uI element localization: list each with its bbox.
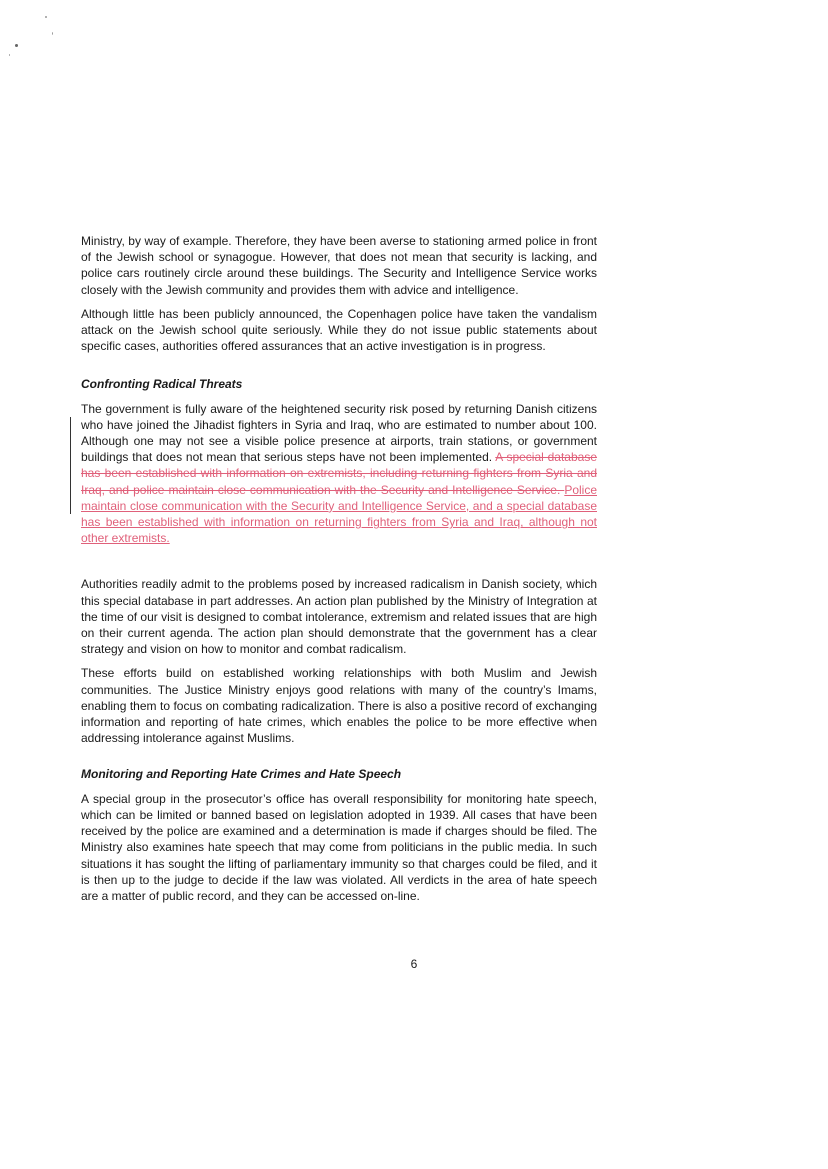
tracked-change-paragraph — [81, 401, 597, 547]
paragraph: These efforts build on established working relationships with both Muslim and Jewish communities. The Justice Ministry enjoys good relations with many of the country’s Imams, enabling them to focus on combating radicalization. There is also a positive record of exchanging information and reporting of hate crimes, which enables the police to be more effective when addressing intolerance against Muslims. — [81, 666, 597, 746]
scan-mark — [52, 32, 53, 35]
page-number: 6 — [410, 957, 418, 971]
paragraph: Ministry, by way of example. Therefore, they have been averse to stationing armed police in front of the Jewish school or synagogue. However, that does not mean that security is lacking, and police cars routinely circle around these buildings. The Security and Intelligence Service works closely with the Jewish community and provides them with advice and intelligence. — [81, 234, 597, 297]
document-body — [81, 233, 597, 912]
change-bar — [70, 417, 71, 514]
paragraph-text: The government is fully aware of the heightened security risk posed by returning Danish citizens who have joined the Jihadist fighters in Syria and Iraq, who are estimated to number about 100. Although one may not see a visible police presence at airports, train stations, or government buildings that does not mean that serious steps have not been implemented. — [81, 401, 597, 465]
section-heading: Confronting Radical Threats — [81, 377, 243, 392]
paragraph: A special group in the prosecutor’s office has overall responsibility for monitoring hate speech, which can be limited or banned based on legislation adopted in 1939. All cases that have been received by the police are examined and a determination is made if charges should be filed. The Ministry also examines hate speech that may come from politicians in the public media. In such situations it has sought the lifting of parliamentary immunity so that charges could be filed, and it is then up to the judge to decide if the law was violated. All verdicts in the area of hate speech are a matter of public record, and they can be accessed on-line. — [81, 791, 597, 903]
scan-mark — [9, 54, 10, 56]
spacer — [81, 554, 597, 576]
section-heading: Monitoring and Reporting Hate Crimes and Hate Speech — [81, 767, 402, 782]
paragraph: Although little has been publicly announced, the Copenhagen police have taken the vandalism attack on the Jewish school quite seriously. While they do not issue public statements about specific cases, authorities offered assurances that an active investigation is in progress. — [81, 306, 597, 354]
scan-mark — [45, 16, 47, 18]
deleted-text: A special database has been established with information on extremists, including returning fighters from Syria and Iraq, and police maintain close communication with the Security and Intelligence Service. — [81, 450, 598, 497]
scan-mark — [15, 44, 18, 47]
inserted-text: Police maintain close communication with the Security and Intelligence Service, and a special database has been established with information on returning fighters from Syria and Iraq, although not other extremists. — [81, 482, 597, 546]
paragraph: Authorities readily admit to the problems posed by increased radicalism in Danish society, which this special database in part addresses. An action plan published by the Ministry of Integration at the time of our visit is designed to combat intolerance, extremism and related issues that are high on their current agenda. The action plan should demonstrate that the government has a clear strategy and vision on how to monitor and combat radicalism. — [81, 577, 597, 657]
